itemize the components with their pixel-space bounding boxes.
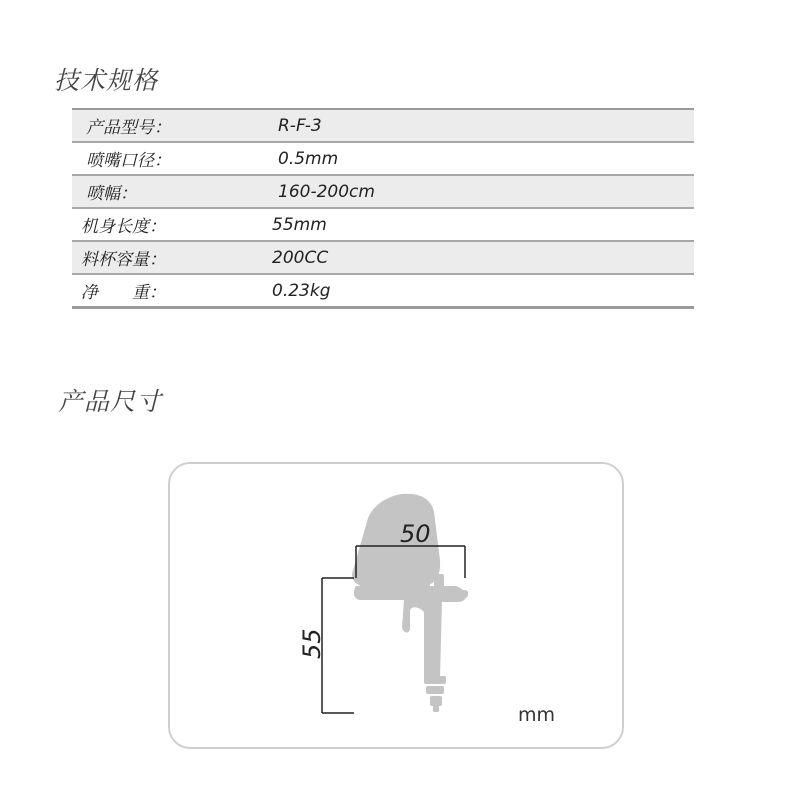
spec-value-body-length: 55mm	[276, 208, 694, 241]
spec-label-body-length: 机身长度：	[72, 208, 276, 241]
spec-value-cup-capacity: 200CC	[276, 241, 694, 274]
top-adjuster-shape	[434, 574, 444, 588]
spec-value-nozzle: 0.5mm	[276, 142, 694, 175]
spec-label-model: 产品型号：	[72, 109, 276, 142]
spec-label-spray-width: 喷幅：	[72, 175, 276, 208]
spec-value-model: R-F-3	[276, 109, 694, 142]
length-dimension-label: 55	[298, 628, 326, 659]
spec-label-net-weight: 净 重：	[81, 283, 166, 303]
unit-label: mm	[518, 704, 556, 726]
spec-label-cup-capacity: 料杯容量：	[72, 241, 276, 274]
rear-knob-shape	[454, 590, 468, 598]
length-dimension	[322, 578, 354, 713]
air-fitting-shape	[433, 704, 439, 712]
spec-value-net-weight: 0.23kg	[272, 280, 331, 301]
spec-section-title: 技术规格	[54, 66, 159, 95]
size-section-title: 产品尺寸	[58, 387, 163, 416]
gun-handle-shape	[424, 600, 442, 678]
air-fitting-shape	[424, 676, 446, 684]
width-dimension-label: 50	[400, 520, 431, 548]
spec-value-spray-width: 160-200cm	[276, 175, 694, 208]
spec-label-nozzle: 喷嘴口径：	[72, 142, 276, 175]
gun-body-shape	[354, 586, 466, 678]
air-fitting-shape	[426, 686, 444, 694]
